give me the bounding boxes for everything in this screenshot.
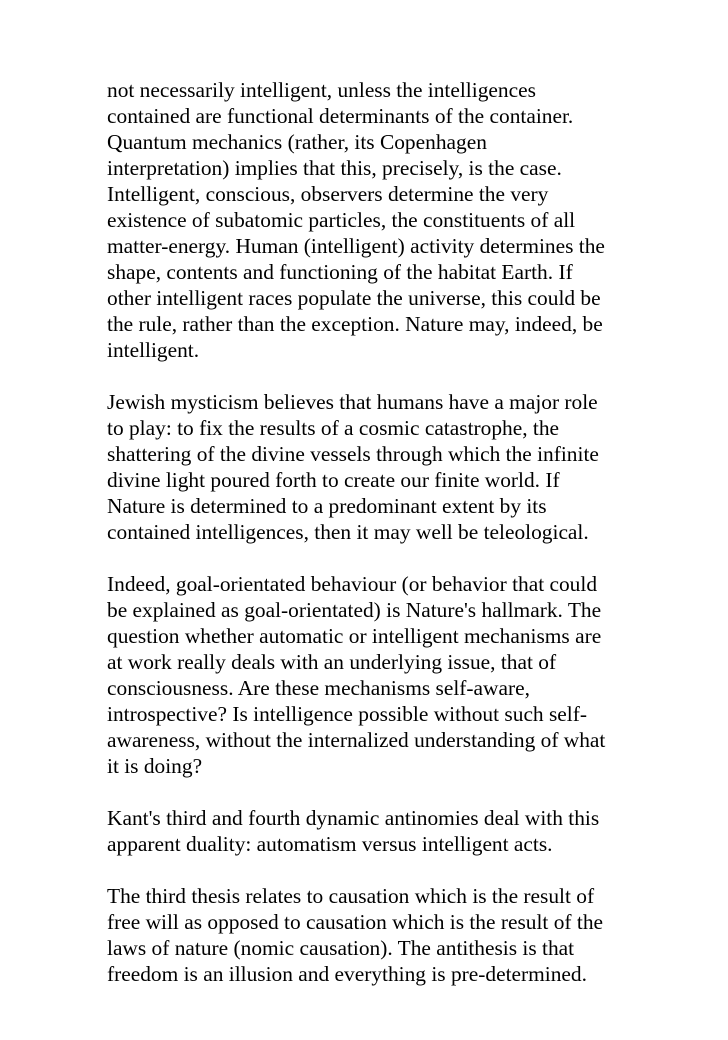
text-line: laws of nature (nomic causation). The antithesis is that <box>107 936 575 960</box>
text-line: at work really deals with an underlying issue, that of <box>107 650 557 674</box>
paragraph <box>107 883 627 987</box>
text-line: Indeed, goal-orientated behaviour (or behavior that could <box>107 572 598 596</box>
text-line: contained intelligences, then it may well be teleological. <box>107 520 589 544</box>
text-line: Nature is determined to a predominant extent by its <box>107 494 547 518</box>
text-line: to play: to fix the results of a cosmic catastrophe, the <box>107 416 560 440</box>
text-line: other intelligent races populate the universe, this could be <box>107 286 601 310</box>
document-page <box>107 77 627 1013</box>
paragraph <box>107 389 627 545</box>
text-line: free will as opposed to causation which is the result of the <box>107 910 604 934</box>
text-line: the rule, rather than the exception. Nature may, indeed, be <box>107 312 603 336</box>
paragraph <box>107 77 627 363</box>
text-line: Kant's third and fourth dynamic antinomies deal with this <box>107 806 600 830</box>
text-line: existence of subatomic particles, the constituents of all <box>107 208 576 232</box>
text-line: question whether automatic or intelligent mechanisms are <box>107 624 602 648</box>
text-line: interpretation) implies that this, precisely, is the case. <box>107 156 562 180</box>
text-line: The third thesis relates to causation which is the result of <box>107 884 595 908</box>
text-line: Quantum mechanics (rather, its Copenhagen <box>107 130 487 154</box>
text-line: consciousness. Are these mechanisms self-aware, <box>107 676 530 700</box>
paragraph <box>107 805 627 857</box>
text-line: freedom is an illusion and everything is pre-determined. <box>107 962 587 986</box>
text-line: introspective? Is intelligence possible without such self- <box>107 702 587 726</box>
text-line: apparent duality: automatism versus intelligent acts. <box>107 832 553 856</box>
text-line: shape, contents and functioning of the habitat Earth. If <box>107 260 573 284</box>
text-line: be explained as goal-orientated) is Nature's hallmark. The <box>107 598 602 622</box>
text-line: Jewish mysticism believes that humans have a major role <box>107 390 598 414</box>
text-line: divine light poured forth to create our finite world. If <box>107 468 560 492</box>
text-line: awareness, without the internalized understanding of what <box>107 728 606 752</box>
text-line: shattering of the divine vessels through which the infinite <box>107 442 599 466</box>
text-line: intelligent. <box>107 338 200 362</box>
text-line: not necessarily intelligent, unless the intelligences <box>107 78 536 102</box>
text-line: Intelligent, conscious, observers determine the very <box>107 182 549 206</box>
text-line: it is doing? <box>107 754 203 778</box>
text-line: matter-energy. Human (intelligent) activity determines the <box>107 234 605 258</box>
paragraph <box>107 571 627 779</box>
text-line: contained are functional determinants of the container. <box>107 104 574 128</box>
